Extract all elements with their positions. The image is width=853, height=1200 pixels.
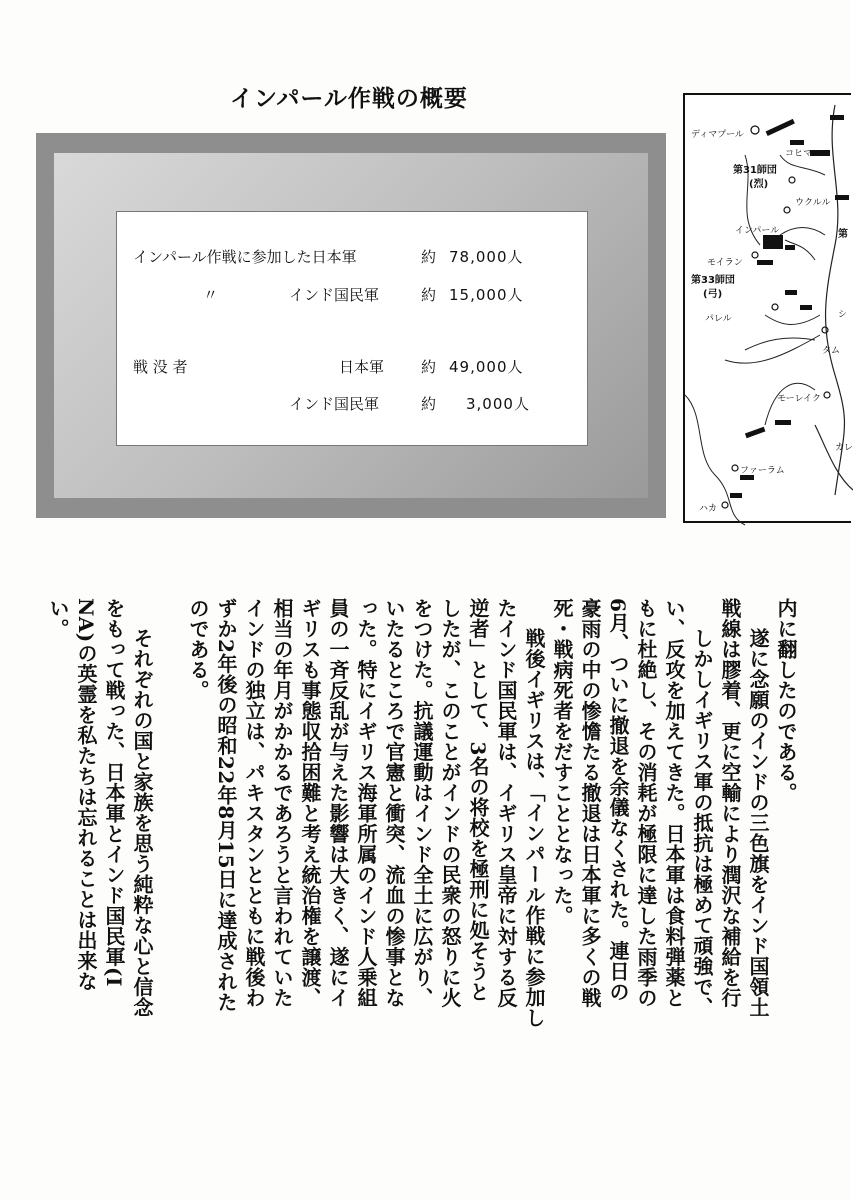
map-label-ukhrul: ウクルル: [795, 198, 831, 208]
map-label-haka: ハカ: [699, 504, 718, 514]
body-column: ずか2年後の昭和22年8月15日に達成された: [214, 598, 238, 1013]
body-column: いたるところで官憲と衝突、流血の惨事とな: [382, 598, 406, 1008]
body-column: 戦後イギリスは、「インパール作戦に参加し: [522, 628, 546, 1028]
body-column: NA)の英霊を私たちは忘れることは出来な: [74, 598, 98, 992]
row2-approx: 約: [421, 286, 437, 304]
map-label-div-cut: 第: [838, 229, 848, 240]
row3-value: 49,000人: [449, 358, 524, 376]
body-column: たインド国民軍は、イギリス皇帝に対する反: [494, 598, 518, 1008]
body-column: 豪雨の中の惨憺たる撤退は日本軍に多くの戦: [578, 598, 602, 1008]
map-label-shu: シ: [838, 310, 848, 320]
row1-value: 78,000人: [449, 248, 524, 266]
body-column: しかしイギリス軍の抵抗は極めて頑強で、: [690, 628, 714, 1018]
body-column: 逆者」として、3名の将校を極刑に処そうと: [466, 598, 490, 1002]
row1-label: インパール作戦に参加した日本軍: [133, 248, 357, 266]
row2-value: 15,000人: [449, 286, 524, 304]
body-column: 員の一斉反乱が与えた影響は大きく、遂にイ: [326, 598, 350, 1008]
campaign-map: [683, 93, 851, 523]
body-text: [46, 598, 805, 1158]
body-column: のである。: [186, 598, 210, 701]
row2-label: インド国民軍: [289, 286, 380, 304]
body-column: 戦線は膠着、更に空輸により潤沢な補給を行: [718, 598, 742, 1008]
map-label-moirang: モイラン: [707, 258, 743, 268]
map-label-moreh: モーレイク: [777, 394, 821, 404]
body-column: い、反攻を加えてきた。日本軍は食料弾薬と: [662, 598, 686, 1008]
body-column: [155, 598, 183, 1158]
body-column: それぞれの国と家族を思う純粋な心と信念: [130, 628, 154, 1018]
row3-head: 戦 没 者: [133, 358, 188, 376]
body-column: したが、このことがインドの民衆の怒りに火: [438, 598, 462, 1008]
map-label-kale: カレ: [835, 443, 853, 453]
body-column: い。: [46, 598, 70, 639]
map-label-div31-sub: (烈): [749, 179, 769, 190]
map-label-palel: パレル: [705, 314, 732, 324]
row1-approx: 約: [421, 248, 437, 266]
row3-label: 日本軍: [339, 358, 385, 376]
row2-ditto: 〃: [203, 286, 219, 304]
body-column: もに杜絶し、その消耗が極限に達した雨季の: [634, 598, 658, 1008]
body-column: 遂に念願のインドの三色旗をインド国領土: [746, 628, 770, 1018]
map-label-div33: 第33師団: [691, 275, 735, 286]
map-label-falam: ファーラム: [740, 466, 785, 476]
row4-value: 3,000人: [466, 395, 530, 413]
body-column: 内に翻したのである。: [774, 598, 798, 803]
map-label-div31: 第31師団: [733, 165, 777, 176]
body-column: 死・戦病死者をだすこととなった。: [550, 598, 574, 926]
body-column: った。特にイギリス海軍所属のインド人乗組: [354, 598, 378, 1008]
row3-approx: 約: [421, 358, 437, 376]
map-graphic: [685, 95, 853, 525]
body-column: をつけた。抗議運動はインド全土に広がり、: [410, 598, 434, 1008]
map-label-div33-sub: (弓): [703, 289, 723, 300]
body-column: 6月、ついに撤退を余儀なくされた。連日の: [606, 598, 630, 1002]
body-column: 相当の年月がかかるであろうと言われていた: [270, 598, 294, 1008]
map-label-kohima: コヒマ: [785, 149, 813, 159]
page-title: インパール作戦の概要: [230, 86, 468, 112]
map-label-tamu: タム: [822, 346, 841, 356]
map-label-dimapur: ディマプール: [691, 130, 744, 140]
map-label-imphal: インパール: [735, 226, 780, 236]
body-column: をもって戦った、日本軍とインド国民軍(I: [102, 598, 126, 987]
summary-frame: [36, 133, 666, 518]
row4-label: インド国民軍: [289, 395, 380, 413]
row4-approx: 約: [421, 395, 437, 413]
body-column: インドの独立は、パキスタンとともに戦後わ: [242, 598, 266, 1008]
body-column: ギリスも事態収拾困難と考え統治権を譲渡、: [298, 598, 322, 1008]
